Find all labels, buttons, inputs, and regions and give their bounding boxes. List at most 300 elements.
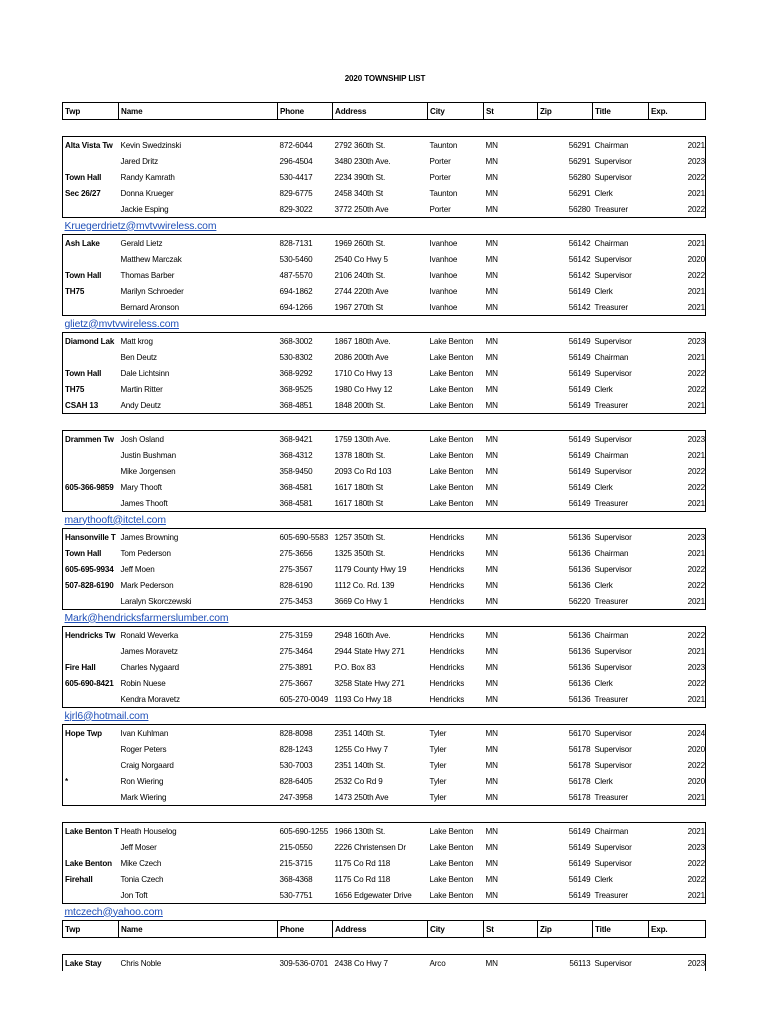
cell-twp [63, 887, 119, 904]
cell-zip: 56142 [538, 235, 593, 252]
email-row [63, 512, 706, 529]
table-row [63, 659, 706, 675]
cell-zip: 56149 [568, 858, 591, 868]
cell-name: Josh Osland [119, 431, 278, 448]
email-link[interactable]: Kruegerdrietz@mvtvwireless.com [64, 220, 217, 232]
cell-twp [63, 789, 119, 806]
cell-address: 1175 Co Rd 118 [334, 874, 391, 884]
cell-zip: 56149 [568, 842, 591, 852]
table-row [63, 871, 706, 887]
table-row [63, 397, 706, 414]
cell-state: MN [485, 254, 498, 264]
cell-twp: Fire Hall [63, 659, 119, 675]
cell-title: Clerk [594, 874, 613, 884]
cell-zip: 56220 [538, 593, 593, 610]
cell-name: Mark Wiering [119, 789, 278, 806]
cell-city: Ivanhoe [429, 286, 458, 296]
cell-name: Donna Krueger [120, 188, 174, 198]
cell-city: Lake Benton [429, 858, 474, 868]
cell-state: MN [484, 789, 538, 806]
cell-twp: Town Hall [63, 545, 119, 561]
cell-exp: 2022 [649, 871, 706, 887]
cell-phone: 358-9450 [279, 466, 313, 476]
cell-address: 1759 130th Ave. [333, 431, 428, 448]
cell-state: MN [485, 548, 498, 558]
cell-twp: Lake Benton T [63, 823, 119, 840]
cell-phone: 829-3022 [278, 201, 333, 218]
cell-twp: Alta Vista Tw [63, 137, 119, 154]
cell-phone: 694-1266 [278, 299, 333, 316]
cell-phone: 828-6190 [279, 580, 313, 590]
cell-phone: 215-3715 [279, 858, 313, 868]
cell-title: Clerk [594, 580, 613, 590]
email-row [63, 316, 706, 333]
cell-name: Kendra Moravetz [119, 691, 278, 708]
cell-state: MN [484, 593, 538, 610]
table-row [63, 643, 706, 659]
cell-phone: 530-5460 [279, 254, 313, 264]
cell-twp [63, 691, 119, 708]
cell-exp: 2021 [649, 137, 706, 154]
cell-city: Tyler [429, 760, 447, 770]
cell-title: Supervisor [594, 466, 632, 476]
cell-title: Chairman [593, 235, 649, 252]
cell-zip: 56142 [568, 270, 591, 280]
cell-zip: 56149 [538, 333, 593, 350]
cell-city: Ivanhoe [429, 270, 458, 280]
cell-name: Mary Thooft [120, 482, 162, 492]
cell-twp: Town Hall [63, 169, 119, 185]
cell-name: Jeff Moen [120, 564, 155, 574]
cell-address: 2351 140th St. [333, 725, 428, 742]
table-row [63, 757, 706, 773]
cell-name: Roger Peters [120, 744, 167, 754]
cell-exp: 2020 [649, 251, 706, 267]
column-header-row [63, 103, 706, 120]
cell-zip: 56149 [568, 368, 591, 378]
cell-name: Jackie Esping [119, 201, 278, 218]
cell-title: Chairman [593, 823, 649, 840]
cell-name: James Moravetz [120, 646, 178, 656]
cell-exp: 2023 [649, 153, 706, 169]
cell-twp: Lake Stay [63, 955, 119, 972]
cell-name: Robin Nuese [120, 678, 166, 688]
cell-city: Lake Benton [429, 842, 474, 852]
email-link[interactable]: kjrl6@hotmail.com [64, 710, 149, 722]
cell-phone: 828-7131 [278, 235, 333, 252]
cell-name: Justin Bushman [120, 450, 176, 460]
cell-address: 1193 Co Hwy 18 [333, 691, 428, 708]
cell-phone: 368-4581 [278, 495, 333, 512]
cell-zip: 56113 [538, 955, 593, 972]
cell-city: Ivanhoe [429, 254, 458, 264]
cell-city: Lake Benton [429, 450, 474, 460]
cell-title: Supervisor [594, 842, 632, 852]
cell-exp: 2021 [649, 349, 706, 365]
cell-exp: 2021 [649, 545, 706, 561]
cell-zip: 56170 [538, 725, 593, 742]
cell-state: MN [484, 333, 538, 350]
cell-twp [63, 495, 119, 512]
cell-address: 1966 130th St. [333, 823, 428, 840]
cell-exp: 2022 [649, 561, 706, 577]
cell-zip: 56291 [538, 137, 593, 154]
cell-exp: 2021 [649, 823, 706, 840]
column-header-name: Name [119, 103, 278, 120]
cell-zip: 56136 [568, 646, 591, 656]
cell-exp: 2020 [649, 773, 706, 789]
cell-twp [63, 349, 119, 365]
cell-title: Supervisor [593, 725, 649, 742]
cell-address: 2540 Co Hwy 5 [334, 254, 388, 264]
cell-city: Lake Benton [428, 431, 484, 448]
cell-exp: 2023 [649, 955, 706, 972]
cell-phone: 215-0550 [279, 842, 313, 852]
cell-address: 1378 180th St. [334, 450, 386, 460]
cell-title: Treasurer [593, 397, 649, 414]
cell-twp: Firehall [63, 871, 119, 887]
cell-name: Ivan Kuhlman [119, 725, 278, 742]
cell-exp: 2021 [649, 235, 706, 252]
cell-exp: 2022 [649, 627, 706, 644]
cell-phone: 829-6775 [279, 188, 313, 198]
table-row [63, 593, 706, 610]
cell-title: Treasurer [593, 495, 649, 512]
table-row [63, 431, 706, 448]
cell-name: James Thooft [119, 495, 278, 512]
table-row [63, 887, 706, 904]
cell-title: Clerk [594, 188, 613, 198]
cell-state: MN [485, 188, 498, 198]
cell-title: Treasurer [593, 789, 649, 806]
cell-exp: 2020 [649, 741, 706, 757]
cell-title: Treasurer [593, 887, 649, 904]
cell-exp: 2022 [649, 169, 706, 185]
table-row [63, 855, 706, 871]
cell-address: P.O. Box 83 [334, 662, 376, 672]
cell-phone: 530-8302 [279, 352, 313, 362]
township-table [62, 102, 706, 971]
cell-zip: 56291 [568, 156, 591, 166]
cell-state: MN [484, 725, 538, 742]
cell-phone: 275-3656 [279, 548, 313, 558]
cell-state: MN [485, 776, 498, 786]
cell-city: Porter [429, 156, 451, 166]
table-row [63, 545, 706, 561]
cell-state: MN [484, 201, 538, 218]
cell-name: Tonia Czech [120, 874, 164, 884]
cell-state: MN [485, 580, 498, 590]
cell-exp: 2021 [649, 495, 706, 512]
cell-city: Ivanhoe [428, 299, 484, 316]
column-header-phone: Phone [278, 921, 333, 938]
cell-zip: 56291 [568, 188, 591, 198]
cell-twp [63, 839, 119, 855]
table-row [63, 479, 706, 495]
cell-title: Supervisor [593, 529, 649, 546]
cell-title: Supervisor [594, 646, 632, 656]
cell-title: Clerk [594, 384, 613, 394]
column-header-zip: Zip [538, 921, 593, 938]
cell-title: Treasurer [593, 299, 649, 316]
cell-phone: 247-3958 [278, 789, 333, 806]
cell-twp: 605-695-9934 [63, 561, 119, 577]
cell-phone: 530-7751 [278, 887, 333, 904]
cell-twp [63, 201, 119, 218]
column-header-exp: Exp. [649, 921, 706, 938]
cell-zip: 56280 [538, 201, 593, 218]
cell-state: MN [484, 495, 538, 512]
table-row [63, 185, 706, 201]
cell-exp: 2022 [649, 201, 706, 218]
cell-exp: 2022 [649, 675, 706, 691]
cell-address: 1325 350th St. [334, 548, 386, 558]
cell-twp: Hendricks Tw [63, 627, 119, 644]
cell-state: MN [484, 823, 538, 840]
cell-title: Treasurer [593, 691, 649, 708]
cell-state: MN [485, 564, 498, 574]
cell-exp: 2021 [649, 397, 706, 414]
cell-phone: 530-7003 [279, 760, 313, 770]
table-row [63, 169, 706, 185]
cell-city: Lake Benton [429, 352, 474, 362]
cell-city: Hendricks [428, 529, 484, 546]
cell-phone: 828-8098 [278, 725, 333, 742]
column-header-twp: Twp [63, 103, 119, 120]
cell-title: Clerk [594, 678, 613, 688]
cell-phone: 828-6405 [279, 776, 313, 786]
cell-title: Clerk [594, 286, 613, 296]
cell-address: 1710 Co Hwy 13 [334, 368, 393, 378]
table-row [63, 741, 706, 757]
cell-city: Tyler [429, 776, 447, 786]
cell-address: 1257 350th St. [333, 529, 428, 546]
cell-name: Jeff Moser [120, 842, 157, 852]
table-row [63, 381, 706, 397]
cell-name: Kevin Swedzinski [119, 137, 278, 154]
cell-name: Mike Jorgensen [120, 466, 176, 476]
cell-name: Andy Deutz [119, 397, 278, 414]
cell-zip: 56136 [538, 529, 593, 546]
cell-city: Hendricks [428, 593, 484, 610]
cell-city: Lake Benton [428, 823, 484, 840]
cell-phone: 275-3891 [279, 662, 313, 672]
email-link[interactable]: marythooft@itctel.com [64, 514, 166, 526]
cell-name: Ronald Weverka [119, 627, 278, 644]
cell-zip: 56149 [568, 352, 591, 362]
cell-address: 2944 State Hwy 271 [334, 646, 405, 656]
cell-state: MN [485, 760, 498, 770]
cell-exp: 2024 [649, 725, 706, 742]
cell-state: MN [484, 431, 538, 448]
cell-state: MN [485, 450, 498, 460]
cell-twp: Town Hall [63, 267, 119, 283]
cell-exp: 2021 [649, 887, 706, 904]
cell-phone: 368-9421 [278, 431, 333, 448]
cell-state: MN [485, 156, 498, 166]
cell-address: 2438 Co Hwy 7 [333, 955, 428, 972]
cell-twp [63, 251, 119, 267]
cell-phone: 530-4417 [279, 172, 313, 182]
cell-state: MN [485, 482, 498, 492]
table-row [63, 235, 706, 252]
cell-twp [63, 643, 119, 659]
cell-exp: 2022 [649, 479, 706, 495]
table-row [63, 463, 706, 479]
table-row [63, 773, 706, 789]
cell-twp: Lake Benton [63, 855, 119, 871]
cell-address: 2086 200th Ave [334, 352, 389, 362]
cell-twp: Sec 26/27 [63, 185, 119, 201]
table-row [63, 955, 706, 972]
cell-state: MN [484, 299, 538, 316]
cell-title: Supervisor [594, 172, 632, 182]
cell-address: 1473 250th Ave [333, 789, 428, 806]
cell-title: Chairman [594, 450, 629, 460]
cell-city: Lake Benton [429, 368, 474, 378]
cell-address: 3669 Co Hwy 1 [333, 593, 428, 610]
cell-phone: 368-3002 [278, 333, 333, 350]
cell-zip: 56149 [538, 887, 593, 904]
cell-city: Lake Benton [428, 397, 484, 414]
cell-name: Randy Kamrath [120, 172, 175, 182]
cell-exp: 2021 [649, 299, 706, 316]
cell-twp: Hope Twp [63, 725, 119, 742]
cell-name: Ben Deutz [120, 352, 157, 362]
cell-exp: 2023 [649, 839, 706, 855]
table-row [63, 299, 706, 316]
cell-twp [63, 757, 119, 773]
cell-city: Hendricks [429, 646, 465, 656]
cell-zip: 56142 [538, 299, 593, 316]
cell-exp: 2022 [649, 855, 706, 871]
cell-address: 2744 220th Ave [334, 286, 389, 296]
cell-address: 1867 180th Ave. [333, 333, 428, 350]
cell-name: Laralyn Skorczewski [119, 593, 278, 610]
column-header-city: City [428, 921, 484, 938]
page-title: 2020 TOWNSHIP LIST [344, 74, 426, 83]
cell-title: Chairman [594, 548, 629, 558]
cell-zip: 56136 [538, 691, 593, 708]
cell-address: 1112 Co. Rd. 139 [334, 580, 395, 590]
cell-phone: 368-9525 [279, 384, 313, 394]
table-row [63, 577, 706, 593]
table-row [63, 137, 706, 154]
cell-state: MN [484, 529, 538, 546]
cell-zip: 56136 [538, 627, 593, 644]
cell-address: 1179 County Hwy 19 [334, 564, 407, 574]
table-row [63, 725, 706, 742]
cell-address: 2234 390th St. [334, 172, 386, 182]
cell-state: MN [485, 172, 498, 182]
cell-zip: 56136 [568, 662, 591, 672]
cell-city: Tyler [428, 725, 484, 742]
cell-exp: 2022 [649, 757, 706, 773]
cell-exp: 2022 [649, 365, 706, 381]
cell-address: 1980 Co Hwy 12 [334, 384, 393, 394]
cell-exp: 2022 [649, 381, 706, 397]
cell-twp: Hansonville T [63, 529, 119, 546]
cell-state: MN [485, 842, 498, 852]
cell-title: Supervisor [594, 858, 632, 868]
email-link[interactable]: glietz@mvtvwireless.com [64, 318, 179, 330]
cell-phone: 275-3464 [279, 646, 313, 656]
cell-zip: 56136 [568, 564, 591, 574]
cell-zip: 56149 [568, 286, 591, 296]
cell-city: Lake Benton [428, 333, 484, 350]
cell-name: Heath Houselog [119, 823, 278, 840]
cell-twp: 507-828-6190 [63, 577, 119, 593]
cell-city: Lake Benton [429, 874, 474, 884]
email-row [63, 708, 706, 725]
cell-twp [63, 741, 119, 757]
cell-title: Chairman [593, 137, 649, 154]
cell-name: Thomas Barber [120, 270, 175, 280]
cell-city: Hendricks [429, 662, 465, 672]
cell-title: Treasurer [593, 201, 649, 218]
email-link[interactable]: mtczech@yahoo.com [64, 906, 163, 918]
cell-name: Jon Toft [119, 887, 278, 904]
cell-address: 2532 Co Rd 9 [334, 776, 383, 786]
email-row [63, 904, 706, 921]
table-row [63, 627, 706, 644]
spacer-row [63, 120, 706, 137]
cell-exp: 2023 [649, 333, 706, 350]
cell-phone: 368-9292 [279, 368, 313, 378]
email-row [63, 610, 706, 627]
cell-state: MN [485, 858, 498, 868]
cell-twp: TH75 [63, 381, 119, 397]
cell-name: Bernard Aronson [119, 299, 278, 316]
column-header-phone: Phone [278, 103, 333, 120]
cell-city: Taunton [428, 137, 484, 154]
cell-state: MN [485, 466, 498, 476]
cell-phone: 368-4312 [279, 450, 313, 460]
email-link[interactable]: Mark@hendricksfarmerslumber.com [64, 612, 229, 624]
cell-address: 1617 180th St [333, 495, 428, 512]
cell-phone: 605-270-0049 [278, 691, 333, 708]
table-row [63, 251, 706, 267]
cell-twp: 605-690-8421 [63, 675, 119, 691]
cell-name: Marilyn Schroeder [120, 286, 184, 296]
cell-address: 3772 250th Ave [333, 201, 428, 218]
table-row [63, 823, 706, 840]
cell-exp: 2021 [649, 789, 706, 806]
cell-city: Lake Benton [428, 887, 484, 904]
cell-name: Mike Czech [120, 858, 162, 868]
cell-state: MN [485, 270, 498, 280]
cell-title: Chairman [594, 352, 629, 362]
cell-name: Charles Nygaard [120, 662, 179, 672]
cell-zip: 56149 [568, 874, 591, 884]
cell-city: Hendricks [428, 627, 484, 644]
cell-exp: 2021 [649, 643, 706, 659]
cell-zip: 56149 [568, 482, 591, 492]
cell-title: Supervisor [594, 254, 632, 264]
column-header-exp: Exp. [649, 103, 706, 120]
cell-zip: 56178 [568, 744, 591, 754]
cell-exp: 2023 [649, 529, 706, 546]
cell-state: MN [485, 874, 498, 884]
table-row [63, 333, 706, 350]
cell-zip: 56178 [568, 760, 591, 770]
cell-phone: 275-3567 [279, 564, 313, 574]
cell-address: 2948 160th Ave. [333, 627, 428, 644]
cell-name: Matthew Marczak [120, 254, 182, 264]
cell-address: 1617 180th St [334, 482, 383, 492]
cell-exp: 2021 [649, 283, 706, 299]
cell-title: Supervisor [594, 270, 632, 280]
